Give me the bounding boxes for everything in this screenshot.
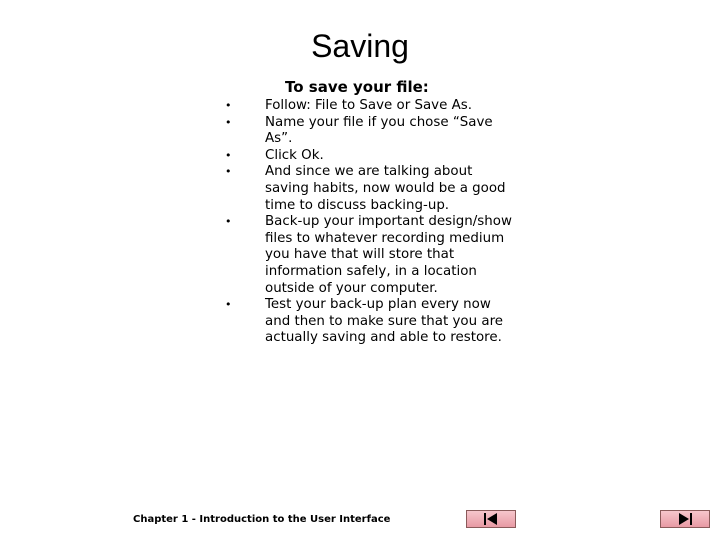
bullet-item: [225, 297, 515, 347]
bullet-text: Follow: File to Save or Save As.: [265, 98, 472, 113]
bullet-text: Back-up your important design/show files to whatever recording medium you have that will store that information safely, in a location outside of your computer.: [265, 214, 512, 296]
bullet-icon: •: [225, 115, 232, 129]
bullet-text: Name your file if you chose “Save As”.: [265, 114, 493, 147]
first-slide-button[interactable]: [466, 510, 516, 528]
bullet-icon: •: [225, 99, 232, 112]
bullet-icon: •: [225, 165, 232, 179]
bullet-item: [225, 148, 515, 165]
bullet-item: [225, 164, 515, 214]
slide-subtitle: To save your file:: [285, 78, 429, 96]
bullet-icon: •: [225, 215, 232, 229]
chapter-footer: Chapter 1 - Introduction to the User Interface: [133, 514, 391, 525]
bullet-text: Click Ok.: [265, 147, 324, 163]
bullet-item: [225, 115, 515, 148]
bullet-item: [225, 214, 515, 297]
bullet-item: [225, 98, 515, 115]
bullet-icon: •: [225, 298, 232, 312]
slide-title: Saving: [311, 28, 409, 64]
bullet-list: [225, 98, 515, 347]
bullet-text: And since we are talking about saving habits, now would be a good time to discuss backing-up.: [265, 164, 506, 213]
bullet-text: Test your back-up plan every now and then to make sure that you are actually saving and able to restore.: [265, 297, 504, 346]
skip-to-last-icon: [670, 512, 700, 526]
last-slide-button[interactable]: [660, 510, 710, 528]
bullet-icon: •: [225, 148, 232, 162]
skip-to-first-icon: [476, 512, 506, 526]
